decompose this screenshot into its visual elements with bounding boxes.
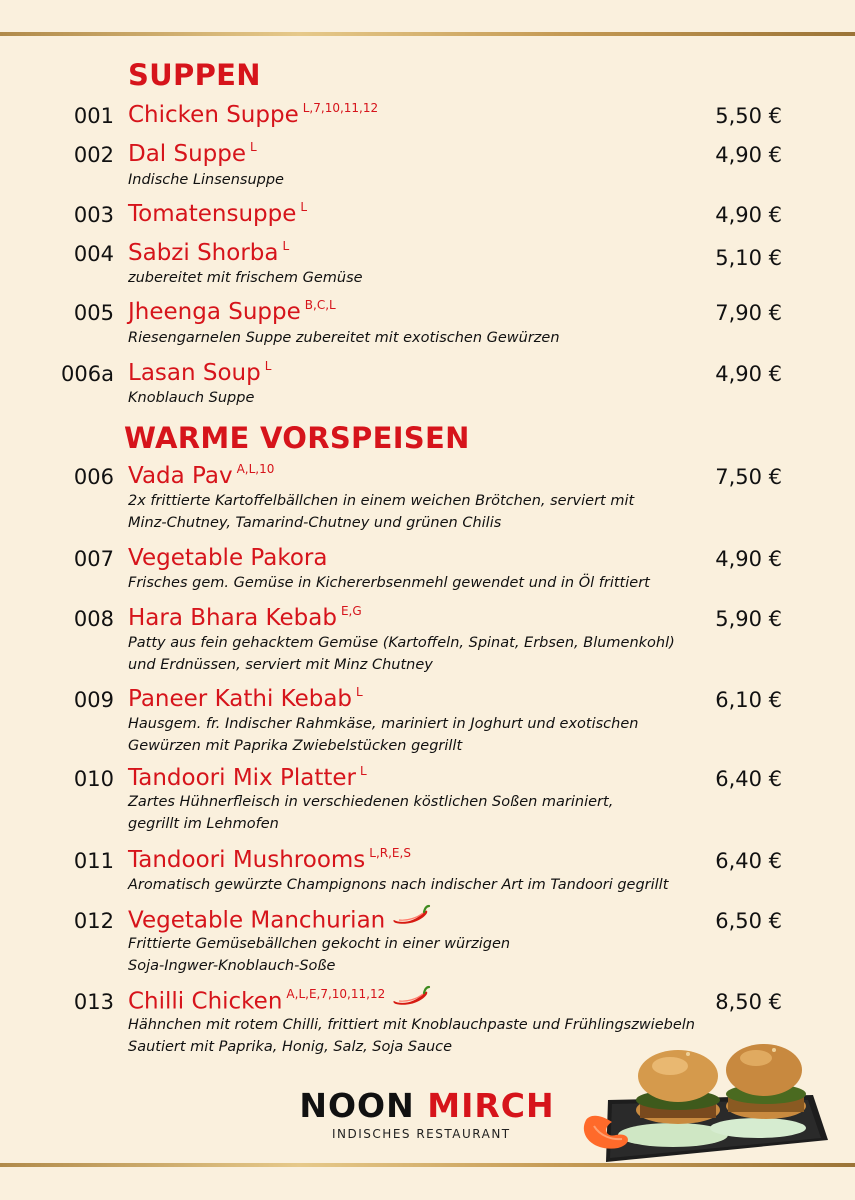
item-name: Jheenga Suppe $^{B,C,L}$ — [128, 298, 336, 325]
chili-pepper-icon — [391, 985, 431, 1013]
item-name: Vegetable Pakora — [128, 545, 328, 571]
item-price: 4,90 € — [715, 143, 782, 167]
item-name: Hara Bhara Kebab $^{E,G}$ — [128, 604, 362, 631]
allergen-codes: L — [359, 764, 367, 778]
chili-pepper-icon — [391, 904, 431, 932]
item-price: 4,90 € — [715, 547, 782, 571]
item-number: 010 — [73, 767, 114, 791]
item-number: 005 — [73, 301, 114, 325]
item-number: 001 — [73, 104, 114, 128]
item-name: Sabzi Shorba $^L$ — [128, 239, 290, 266]
allergen-codes: L — [300, 200, 308, 214]
item-number: 012 — [73, 909, 114, 933]
item-price: 5,10 € — [715, 246, 782, 270]
item-price: 8,50 € — [715, 990, 782, 1014]
item-name: Tandoori Mix Platter $^L$ — [128, 764, 367, 791]
item-name: Vegetable Manchurian — [128, 907, 431, 935]
item-description: Frittierte Gemüsebällchen gekocht in einer würzigen Soja-Ingwer-Knoblauch-Soße — [128, 936, 511, 974]
item-number: 002 — [73, 143, 114, 167]
restaurant-subtitle: INDISCHES RESTAURANT — [332, 1127, 511, 1141]
item-description: Frisches gem. Gemüse in Kichererbsenmehl gewendet und in Öl frittiert — [128, 575, 650, 591]
item-price: 6,40 € — [715, 849, 782, 873]
item-number: 011 — [73, 849, 114, 873]
allergen-codes: B,C,L — [304, 298, 336, 312]
item-price: 7,90 € — [715, 301, 782, 325]
item-number: 013 — [73, 990, 114, 1014]
section-title-suppen: SUPPEN — [128, 58, 261, 92]
item-description: 2x frittierte Kartoffelbällchen in einem weichen Brötchen, serviert mit Minz-Chutney, Tamarind-Chutney und grünen Chilis — [128, 493, 635, 531]
item-description: Hähnchen mit rotem Chilli, frittiert mit Knoblauchpaste und Frühlingszwiebeln Sautiert mit Paprika, Honig, Salz, Soja Sauce — [128, 1017, 695, 1055]
item-number: 009 — [73, 688, 114, 712]
allergen-codes: L,7,10,11,12 — [302, 101, 379, 115]
item-price: 6,10 € — [715, 688, 782, 712]
item-price: 5,50 € — [715, 104, 782, 128]
restaurant-logo — [288, 1086, 566, 1141]
item-name: Paneer Kathi Kebab $^L$ — [128, 685, 363, 712]
allergen-codes: L — [282, 239, 290, 253]
item-price: 6,50 € — [715, 909, 782, 933]
allergen-codes: A,L,10 — [236, 462, 275, 476]
section-title-warme-vorspeisen: WARME VORSPEISEN — [124, 421, 470, 455]
vada-pav-food-photo — [578, 1040, 828, 1169]
item-price: 4,90 € — [715, 362, 782, 386]
item-number: 008 — [73, 607, 114, 631]
allergen-codes: L — [250, 140, 257, 154]
allergen-codes: L — [356, 685, 363, 699]
item-number: 004 — [73, 242, 114, 266]
item-number: 006 — [73, 465, 114, 489]
item-price: 6,40 € — [715, 767, 782, 791]
item-price: 4,90 € — [715, 203, 782, 227]
item-price: 5,90 € — [715, 607, 782, 631]
item-description: Aromatisch gewürzte Champignons nach indischer Art im Tandoori gegrillt — [128, 877, 669, 893]
item-name: Dal Suppe $^L$ — [128, 140, 257, 167]
item-description: Indische Linsensuppe — [128, 172, 284, 188]
item-name: Chilli Chicken $^{A,L,E,7,10,11,12}$ — [128, 988, 431, 1016]
item-price: 7,50 € — [715, 465, 782, 489]
item-name: Tandoori Mushrooms $^{L,R,E,S}$ — [128, 846, 411, 873]
item-number: 007 — [73, 547, 114, 571]
top-gold-divider — [0, 32, 855, 36]
allergen-codes: E,G — [340, 604, 362, 618]
item-name: Tomatensuppe $^L$ — [128, 200, 308, 227]
item-description: Zartes Hühnerfleisch in verschiedenen köstlichen Soßen mariniert, gegrillt im Lehmofen — [128, 794, 614, 832]
item-description: Knoblauch Suppe — [128, 390, 255, 406]
item-description: zubereitet mit frischem Gemüse — [128, 270, 363, 286]
item-description: Riesengarnelen Suppe zubereitet mit exotischen Gewürzen — [128, 330, 560, 346]
item-name: Chicken Suppe $^{L,7,10,11,12}$ — [128, 101, 379, 128]
allergen-codes: A,L,E,7,10,11,12 — [286, 987, 386, 1001]
restaurant-name: NOON MIRCH — [299, 1086, 555, 1125]
item-name: Lasan Soup $^L$ — [128, 359, 272, 386]
item-description: Hausgem. fr. Indischer Rahmkäse, mariniert in Joghurt und exotischen Gewürzen mit Paprika Zwiebelstücken gegrillt — [128, 716, 639, 754]
item-number: 006a — [61, 362, 114, 386]
bottom-gold-divider — [0, 1163, 855, 1167]
allergen-codes: L — [264, 359, 272, 373]
item-number: 003 — [73, 203, 114, 227]
allergen-codes: L,R,E,S — [369, 846, 411, 860]
item-description: Patty aus fein gehacktem Gemüse (Kartoffeln, Spinat, Erbsen, Blumenkohl) und Erdnüssen, serviert mit Minz Chutney — [128, 635, 675, 673]
item-name: Vada Pav $^{A,L,10}$ — [128, 462, 275, 489]
